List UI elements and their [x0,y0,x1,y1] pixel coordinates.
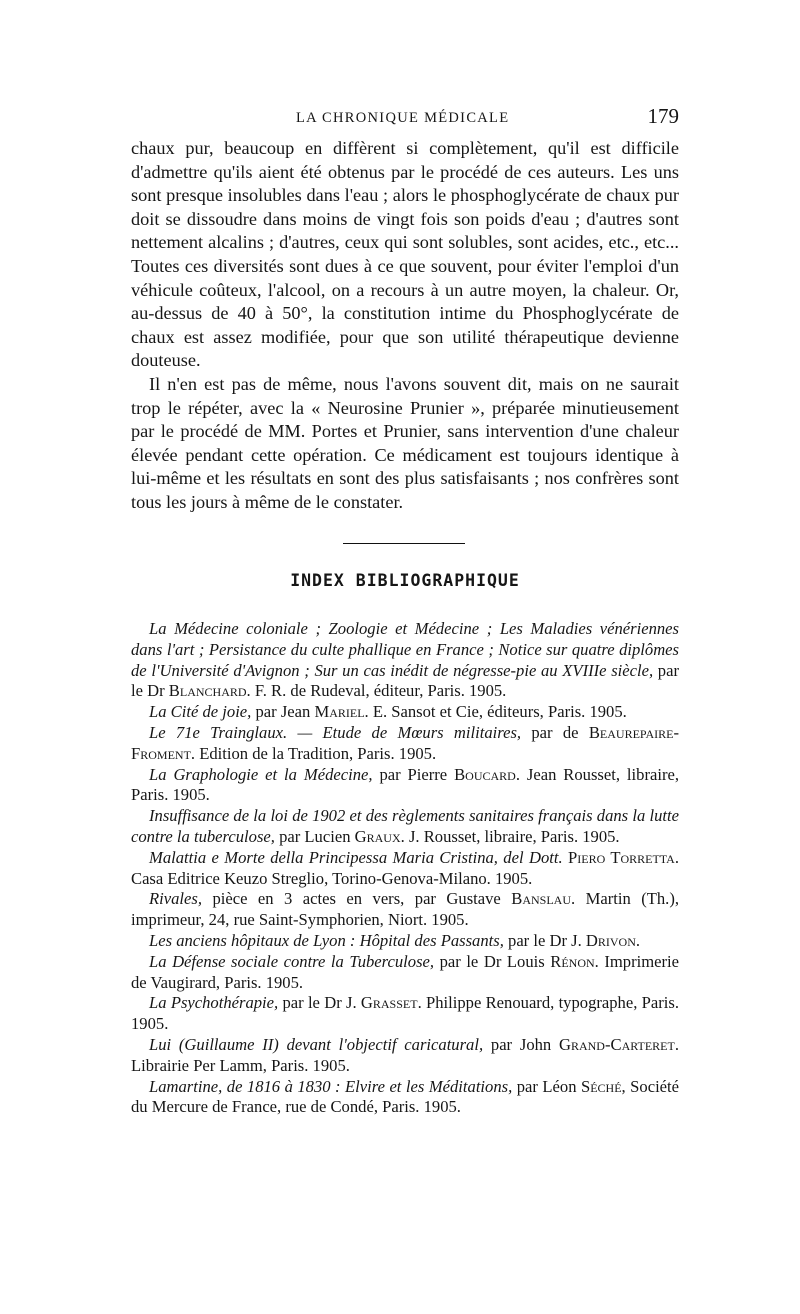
entry-author: Drivon [585,930,636,950]
entry-publisher: . Martin (Th.), imprimeur, 24, rue Saint-Symphorien, Niort. 1905. [131,889,680,930]
entry-title: Le 71e Trainglaux. — Etude de Mœurs militaires, [149,722,522,742]
entry-prefix: par de [521,722,589,742]
entry-prefix: par Pierre [372,764,455,784]
entry-title: Rivales, [149,889,202,909]
bibliography-entry [131,723,679,765]
entry-title: Lui (Guillaume II) devant l'objectif caricatural, [149,1034,484,1054]
page-number: 179 [647,104,679,128]
paragraph-2: Il n'en est pas de même, nous l'avons souvent dit, mais on ne saurait trop le répéter, avec la « Neurosine Prunier », préparée minutieusement par le procédé de MM. Portes et Prunier, sans intervention d'une chaleur élevée pendant cette opération. Ce médicament est toujours identique à lui-même et les résultats en sont des plus satisfaisants ; nos confrères sont tous les jours à même de le constater. [131,373,679,512]
bibliography-entry [131,702,679,723]
entry-title: La Cité de joie, [149,702,252,722]
entry-title: Insuffisance de la loi de 1902 et des règlements sanitaires français dans la lutte contre la tuberculose, [131,806,679,846]
entry-publisher: . E. Sansot et Cie, éditeurs, Paris. 1905. [364,702,627,722]
entry-title: La Médecine coloniale ; Zoologie et Médecine ; Les Maladies vénériennes dans l'art ; Persistance du culte phallique en France ; Notice sur quatre diplômes de l'Université d'Avignon ; Sur un cas inédit de négresse-pie au XVIIIe siècle, [131,619,679,680]
bibliography-entry [131,806,679,848]
entry-publisher: . Imprimerie de Vaugirard, Paris. 1905. [131,951,679,992]
entry-publisher: . Edition de la Tradition, Paris. 1905. [190,743,437,763]
entry-prefix: par le Dr Louis [434,951,551,971]
entry-title: Les anciens hôpitaux de Lyon : Hôpital des Passants, [149,930,504,950]
entry-publisher: . Casa Editrice Keuzo Streglio, Torino-Genova-Milano. 1905. [131,847,679,888]
bibliography-entry [131,952,679,994]
entry-author: Piero Torretta [568,847,675,867]
entry-publisher: . Librairie Per Lamm, Paris. 1905. [131,1034,679,1075]
entry-title: Malattia e Morte della Principessa Maria Cristina, del Dott. [149,847,563,867]
entry-publisher: . Philippe Renouard, typographe, Paris. 1905. [131,993,679,1034]
bibliography-entry [131,848,679,890]
entry-publisher: . [635,930,641,950]
entry-author: Blanchard [168,681,247,701]
entry-prefix: par John [483,1034,559,1054]
entry-author: Beaurepaire-Froment [131,722,680,763]
bibliography-entry [131,1035,679,1077]
entry-publisher: , Société du Mercure de France, rue de Condé, Paris. 1905. [131,1076,680,1117]
entry-author: Boucard [454,764,516,784]
bibliography-entry [131,931,679,952]
section-divider [343,543,465,544]
entry-publisher: . J. Rousset, libraire, Paris. 1905. [400,826,620,846]
entry-author: Séché [580,1076,622,1096]
entry-prefix: par le Dr [131,660,679,701]
bibliography-entry [131,619,679,702]
paragraph-1: chaux pur, beaucoup en diffèrent si complètement, qu'il est difficile d'admettre qu'ils aient été obtenus par le procédé de ces auteurs. Les uns sont presque insolubles dans l'eau ; alors le phosphoglycérate de chaux pur doit se dissoudre dans moins de vingt fois son poids d'eau ; d'autres sont nettement alcalins ; d'autres, ceux qui sont solubles, sont acides, etc., etc... Toutes ces diversités sont dues à ce que souvent, pour éviter l'emploi d'un véhicule coûteux, l'alcool, on a recours à un autre moyen, la chaleur. Or, au-dessus de 40 à 50°, la constitution intime du Phosphoglycérate de chaux est assez modifiée, pour que son utilité thérapeutique devienne douteuse. [131,138,679,371]
entry-title: Lamartine, de 1816 à 1830 : Elvire et les Méditations, [149,1076,513,1096]
entry-prefix: par Léon [512,1076,581,1096]
page-header [131,104,679,130]
entry-publisher: . Jean Rousset, libraire, Paris. 1905. [131,764,679,805]
entry-author: Grasset [360,993,418,1013]
bibliography-entry [131,1077,679,1119]
bibliography-entry [131,993,679,1035]
bibliography-entry [131,765,679,807]
entry-title: La Graphologie et la Médecine, [149,764,373,784]
entry-author: Grand-Carteret [558,1034,675,1054]
section-heading: INDEX BIBLIOGRAPHIQUE [290,571,520,590]
entry-author: Graux [354,826,401,846]
entry-publisher: . F. R. de Rudeval, éditeur, Paris. 1905. [246,681,507,701]
entry-author: Banslau [511,889,571,909]
entry-prefix: par le Dr J. [278,993,361,1013]
entry-prefix: par Lucien [274,826,355,846]
entry-prefix: par le Dr J. [503,930,586,950]
bibliography-entry [131,889,679,931]
entry-title: La Défense sociale contre la Tuberculose, [149,951,435,971]
article-body [131,137,679,515]
entry-title: La Psychothérapie, [149,993,279,1013]
running-title: LA CHRONIQUE MÉDICALE [296,110,510,126]
entry-author: Mariel [314,702,365,722]
entry-author: Rénon [550,951,595,971]
bibliography-list [131,619,679,1118]
entry-prefix: par Jean [251,702,315,722]
entry-prefix: pièce en 3 actes en vers, par Gustave [202,889,512,909]
